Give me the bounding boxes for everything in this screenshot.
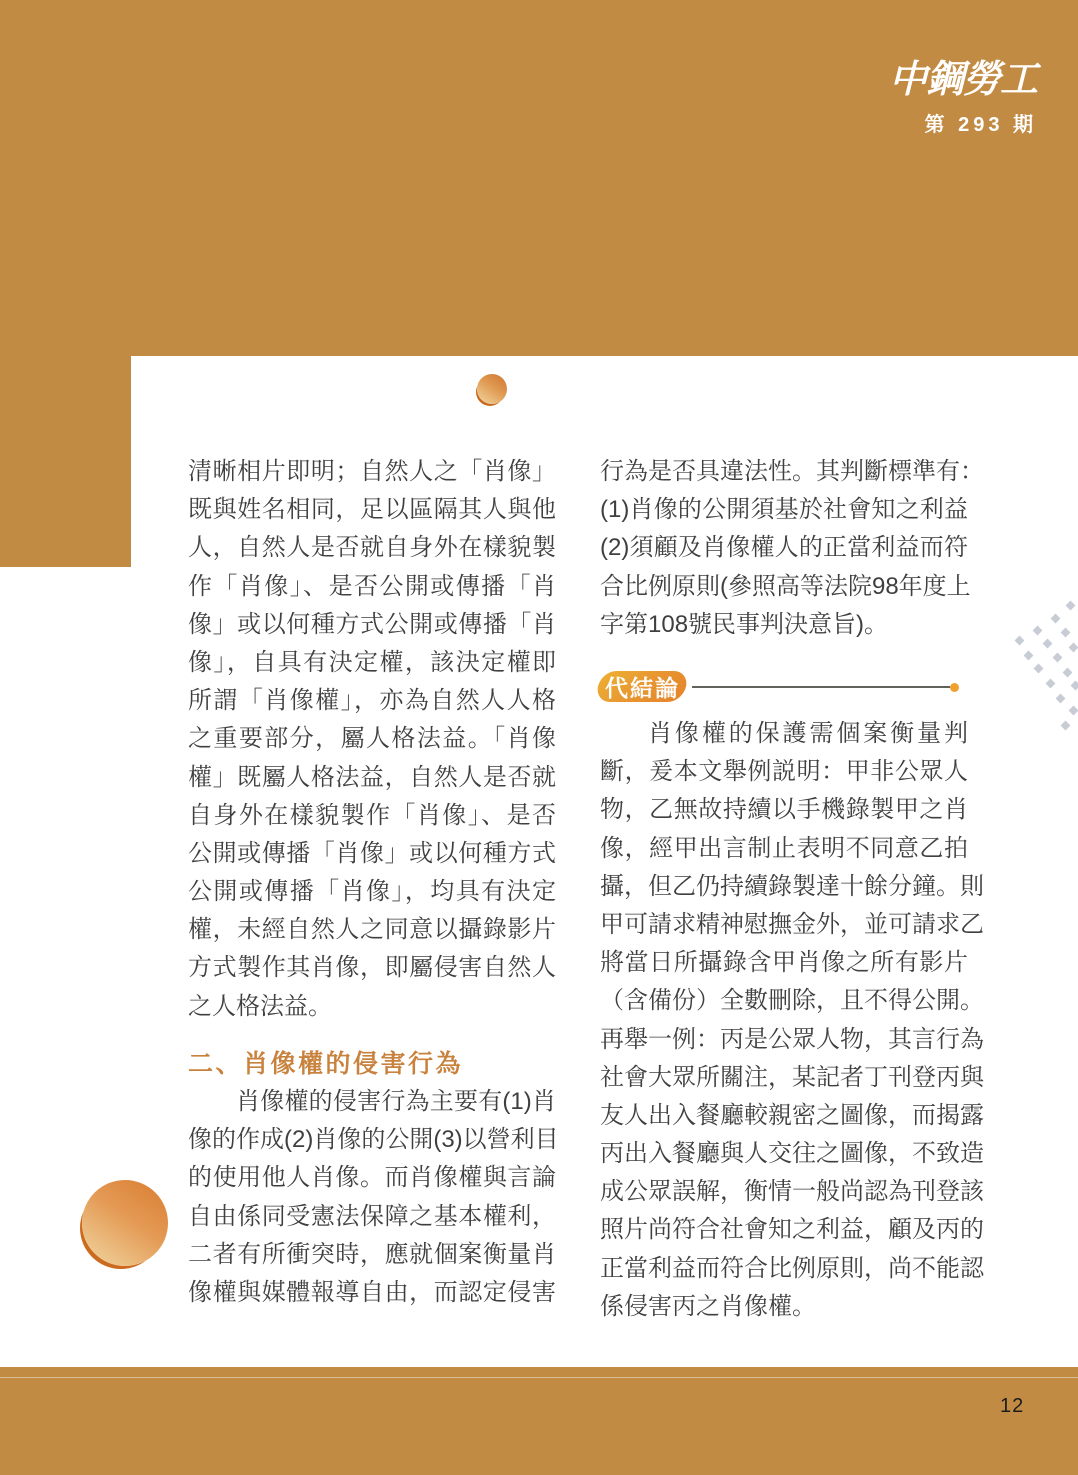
dot: [1034, 664, 1044, 674]
text-line: (1)肖像的公開須基於社會知之利益: [600, 496, 968, 524]
conclusion-badge-label: 代結論: [604, 675, 680, 701]
text-line: 肖像權的保護需個案衡量判: [648, 720, 968, 747]
dot: [1066, 601, 1076, 611]
text-line: 再舉一例：丙是公眾人物，其言行為: [600, 1025, 984, 1053]
text-line: 清晰相片即明；自然人之「肖像」: [188, 458, 556, 485]
text-line: 正當利益而符合比例原則，尚不能認: [600, 1254, 984, 1282]
decorative-circle-small: [477, 374, 507, 404]
text-line: 照片尚符合社會知之利益，顧及丙的: [600, 1216, 984, 1244]
text-line: 權」既屬人格法益，自然人是否就: [188, 763, 556, 791]
dot: [1071, 681, 1078, 691]
text-line: 的使用他人肖像。而肖像權與言論: [188, 1164, 556, 1192]
dot: [1043, 639, 1053, 649]
text-line: 係侵害丙之肖像權。: [600, 1292, 816, 1320]
text-line: 方式製作其肖像，即屬侵害自然人: [188, 954, 556, 982]
text-line: 像權與媒體報導自由，而認定侵害: [188, 1278, 556, 1306]
text-line: 物，乙無故持續以手機錄製甲之肖: [600, 796, 968, 824]
text-line: 人，自然人是否就自身外在樣貌製: [188, 534, 556, 562]
text-line: 公開或傳播「肖像」或以何種方式: [188, 839, 556, 867]
text-line: 斷，爰本文舉例説明：甲非公眾人: [600, 758, 968, 786]
left-tan-band: [0, 356, 131, 567]
magazine-logo: 中鋼勞工: [888, 56, 1037, 101]
page-number: 12: [1000, 1395, 1025, 1417]
bottom-band-divider: [0, 1377, 1078, 1378]
text-line: 像」，自具有決定權，該決定權即: [188, 648, 556, 676]
text-line: 丙出入餐廳與人交往之圖像，不致造: [600, 1140, 984, 1168]
text-line: 之重要部分，屬人格法益。「肖像: [188, 725, 556, 753]
column1-paragraph1: [188, 453, 556, 1026]
dot: [1069, 643, 1078, 653]
text-line: 二者有所衝突時，應就個案衡量肖: [188, 1240, 556, 1268]
text-line: 所謂「肖像權」，亦為自然人人格: [188, 687, 556, 715]
text-line: 公開或傳播「肖像」，均具有決定: [188, 878, 556, 906]
dot: [1033, 626, 1043, 636]
issue-number: 第 293 期: [924, 113, 1037, 136]
dot: [1061, 721, 1071, 731]
column2-paragraph1: [600, 453, 984, 644]
text-line: 成公眾誤解，衡情一般尚認為刊登該: [600, 1178, 984, 1206]
column2-paragraph2: [600, 715, 984, 1326]
dot: [1046, 679, 1056, 689]
dot: [1063, 668, 1073, 678]
text-line: 既與姓名相同，足以區隔其人與他: [188, 496, 556, 524]
text-line: 行為是否具違法性。其判斷標準有：: [600, 458, 984, 485]
column1-paragraph2: [188, 1083, 559, 1312]
conclusion-rule-line: [692, 686, 950, 688]
text-line: 權，未經自然人之同意以攝錄影片: [188, 916, 556, 944]
text-line: 攝，但乙仍持續錄製達十餘分鐘。則: [600, 872, 984, 900]
dot: [1015, 636, 1025, 646]
top-tan-band: [0, 0, 1078, 356]
dot: [1069, 706, 1078, 716]
section-heading: 二、肖像權的侵害行為: [188, 1050, 464, 1078]
text-line: (2)須顧及肖像權人的正當利益而符: [600, 534, 968, 562]
dot: [1061, 628, 1071, 638]
text-line: 社會大眾所關注，某記者丁刊登丙與: [600, 1063, 984, 1091]
text-line: 合比例原則(參照高等法院98年度上: [600, 572, 971, 600]
dot: [1024, 651, 1034, 661]
bottom-tan-band: [0, 1367, 1078, 1475]
text-line: 自身外在樣貌製作「肖像」、是否: [188, 801, 556, 829]
text-line: 肖像權的侵害行為主要有(1)肖: [236, 1088, 556, 1115]
text-line: 像，經甲出言制止表明不同意乙拍: [600, 834, 968, 862]
text-line: 字第108號民事判決意旨)。: [600, 610, 889, 638]
dot: [1056, 694, 1066, 704]
text-line: （含備份）全數刪除，且不得公開。: [600, 987, 984, 1015]
dot: [1053, 653, 1063, 663]
text-line: 將當日所攝錄含甲肖像之所有影片: [600, 949, 968, 977]
text-line: 作「肖像」、是否公開或傳播「肖: [188, 572, 556, 600]
text-line: 自由係同受憲法保障之基本權利，: [188, 1202, 556, 1230]
text-line: 甲可請求精神慰撫金外，並可請求乙: [600, 910, 984, 938]
text-line: 友人出入餐廳較親密之圖像，而揭露: [600, 1101, 984, 1129]
text-line: 像」或以何種方式公開或傳播「肖: [188, 610, 556, 638]
dot: [1051, 614, 1061, 624]
text-line: 之人格法益。: [188, 992, 332, 1020]
text-line: 像的作成(2)肖像的公開(3)以營利目: [188, 1126, 559, 1154]
conclusion-badge: [595, 671, 690, 702]
decorative-circle-large: [82, 1180, 168, 1266]
masthead: [889, 58, 1037, 137]
conclusion-rule-dot: [950, 683, 959, 692]
